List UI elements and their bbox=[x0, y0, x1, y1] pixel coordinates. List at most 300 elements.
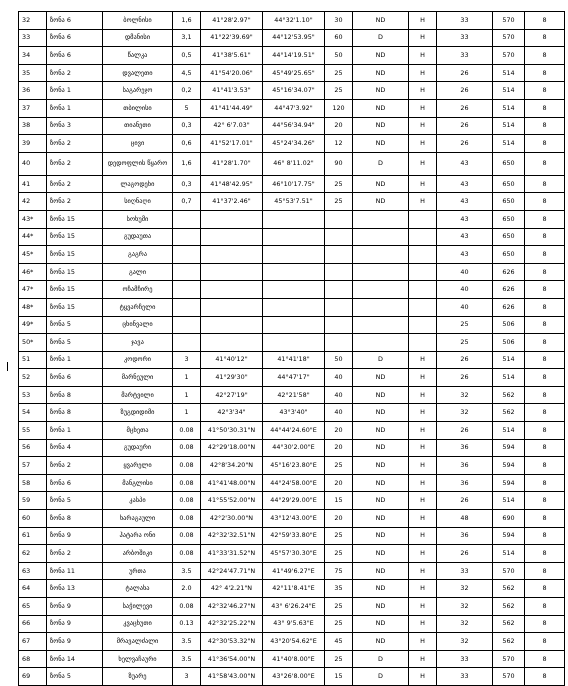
cell-location: ცხინვალი bbox=[103, 316, 173, 334]
cell-zone: ზონა 5 bbox=[47, 492, 103, 510]
cell-row-number: 47* bbox=[19, 281, 47, 299]
cell-row-number: 54 bbox=[19, 404, 47, 422]
cell-location: ოჩამჩირე bbox=[103, 281, 173, 299]
cell-value-a: 26 bbox=[437, 492, 493, 510]
cell-value-a: 26 bbox=[437, 351, 493, 369]
cell-height bbox=[173, 210, 201, 228]
cell-value-a: 43 bbox=[437, 210, 493, 228]
cell-location: თიანეთი bbox=[103, 117, 173, 135]
cell-zone: ზონა 8 bbox=[47, 404, 103, 422]
cell-longitude: 46°10'17.75" bbox=[263, 175, 325, 193]
cell-latitude: 42°29'18.00"N bbox=[201, 439, 263, 457]
cell-longitude bbox=[263, 228, 325, 246]
cell-value-a: 26 bbox=[437, 135, 493, 153]
cell-type: ND bbox=[353, 474, 409, 492]
cell-longitude: 42°11'8.41"E bbox=[263, 580, 325, 598]
cell-type: ND bbox=[353, 580, 409, 598]
cell-longitude: 44°14'19.51" bbox=[263, 47, 325, 65]
cell-row-number: 48* bbox=[19, 298, 47, 316]
cell-type: ND bbox=[353, 117, 409, 135]
cell-type bbox=[353, 316, 409, 334]
cell-elevation: 25 bbox=[325, 598, 353, 616]
cell-location: დედოფლის წყარო bbox=[103, 152, 173, 175]
cell-value-c: 8 bbox=[525, 457, 565, 475]
cell-location: საგარეჯო bbox=[103, 82, 173, 100]
cell-latitude bbox=[201, 281, 263, 299]
cell-value-a: 33 bbox=[437, 12, 493, 30]
cell-value-b: 690 bbox=[493, 510, 525, 528]
cell-latitude: 42°2'30.00"N bbox=[201, 510, 263, 528]
cell-class bbox=[409, 246, 437, 264]
cell-location: მანგლისი bbox=[103, 474, 173, 492]
cell-value-c: 8 bbox=[525, 175, 565, 193]
cell-value-b: 570 bbox=[493, 562, 525, 580]
cell-value-a: 36 bbox=[437, 439, 493, 457]
cell-class bbox=[409, 210, 437, 228]
cell-longitude bbox=[263, 298, 325, 316]
cell-longitude: 44°47'3.92" bbox=[263, 99, 325, 117]
cell-value-b: 562 bbox=[493, 386, 525, 404]
cell-value-b: 626 bbox=[493, 298, 525, 316]
cell-zone: ზონა 2 bbox=[47, 64, 103, 82]
cell-value-a: 43 bbox=[437, 228, 493, 246]
cell-elevation bbox=[325, 298, 353, 316]
cell-value-c: 8 bbox=[525, 228, 565, 246]
cell-class bbox=[409, 316, 437, 334]
cell-elevation: 120 bbox=[325, 99, 353, 117]
cell-value-b: 514 bbox=[493, 492, 525, 510]
cell-value-c: 8 bbox=[525, 99, 565, 117]
text-cursor bbox=[7, 362, 8, 371]
cell-type: ND bbox=[353, 99, 409, 117]
cell-height: 1 bbox=[173, 369, 201, 387]
cell-row-number: 64 bbox=[19, 580, 47, 598]
cell-row-number: 69 bbox=[19, 668, 47, 686]
cell-elevation: 50 bbox=[325, 351, 353, 369]
table-row bbox=[19, 422, 565, 440]
cell-longitude bbox=[263, 210, 325, 228]
cell-value-a: 25 bbox=[437, 316, 493, 334]
cell-latitude: 41°41'44.49" bbox=[201, 99, 263, 117]
cell-type: ND bbox=[353, 47, 409, 65]
cell-class: H bbox=[409, 650, 437, 668]
cell-elevation: 25 bbox=[325, 82, 353, 100]
cell-height: 0,3 bbox=[173, 117, 201, 135]
cell-value-c: 8 bbox=[525, 281, 565, 299]
cell-elevation: 25 bbox=[325, 457, 353, 475]
table-row bbox=[19, 334, 565, 352]
cell-longitude: 45°49'25.65" bbox=[263, 64, 325, 82]
cell-zone: ზონა 3 bbox=[47, 117, 103, 135]
cell-value-c: 8 bbox=[525, 545, 565, 563]
cell-height: 0.08 bbox=[173, 510, 201, 528]
cell-type: D bbox=[353, 668, 409, 686]
cell-longitude: 45°24'34.26" bbox=[263, 135, 325, 153]
cell-value-b: 514 bbox=[493, 82, 525, 100]
cell-value-c: 8 bbox=[525, 562, 565, 580]
table-row bbox=[19, 615, 565, 633]
cell-height: 0.08 bbox=[173, 422, 201, 440]
cell-class bbox=[409, 298, 437, 316]
cell-elevation: 25 bbox=[325, 193, 353, 211]
cell-height: 0.08 bbox=[173, 474, 201, 492]
cell-value-b: 650 bbox=[493, 175, 525, 193]
cell-latitude: 41°50'30.31"N bbox=[201, 422, 263, 440]
cell-zone: ზონა 5 bbox=[47, 334, 103, 352]
cell-class: H bbox=[409, 386, 437, 404]
cell-value-a: 43 bbox=[437, 193, 493, 211]
cell-location: ლაგოდეხი bbox=[103, 175, 173, 193]
cell-elevation bbox=[325, 210, 353, 228]
cell-zone: ზონა 13 bbox=[47, 580, 103, 598]
cell-value-a: 43 bbox=[437, 175, 493, 193]
cell-latitude: 41°41'48.00"N bbox=[201, 474, 263, 492]
cell-zone: ზონა 2 bbox=[47, 193, 103, 211]
cell-longitude: 44°32'1.10" bbox=[263, 12, 325, 30]
cell-value-c: 8 bbox=[525, 12, 565, 30]
cell-elevation: 75 bbox=[325, 562, 353, 580]
cell-location: ჯავა bbox=[103, 334, 173, 352]
cell-height: 4,5 bbox=[173, 64, 201, 82]
table-row bbox=[19, 210, 565, 228]
document-page bbox=[18, 11, 566, 686]
cell-location: ჰატარა ონი bbox=[103, 527, 173, 545]
cell-class: H bbox=[409, 633, 437, 651]
cell-zone: ზონა 6 bbox=[47, 474, 103, 492]
cell-type bbox=[353, 246, 409, 264]
cell-location: მცხეთა bbox=[103, 422, 173, 440]
cell-value-c: 8 bbox=[525, 64, 565, 82]
cell-latitude bbox=[201, 334, 263, 352]
cell-zone: ზონა 1 bbox=[47, 351, 103, 369]
cell-location: გაგრა bbox=[103, 246, 173, 264]
cell-height: 0,6 bbox=[173, 135, 201, 153]
cell-latitude: 42°32'46.27"N bbox=[201, 598, 263, 616]
cell-elevation bbox=[325, 228, 353, 246]
cell-zone: ზონა 1 bbox=[47, 422, 103, 440]
table-row bbox=[19, 668, 565, 686]
cell-zone: ზონა 15 bbox=[47, 210, 103, 228]
cell-longitude bbox=[263, 281, 325, 299]
cell-row-number: 39 bbox=[19, 135, 47, 153]
cell-type: ND bbox=[353, 64, 409, 82]
cell-class: H bbox=[409, 64, 437, 82]
cell-zone: ზონა 8 bbox=[47, 510, 103, 528]
cell-elevation bbox=[325, 246, 353, 264]
cell-latitude: 42° 4'2.21"N bbox=[201, 580, 263, 598]
cell-height: 1,6 bbox=[173, 12, 201, 30]
cell-class: H bbox=[409, 457, 437, 475]
cell-latitude: 41°54'20.06" bbox=[201, 64, 263, 82]
cell-row-number: 40 bbox=[19, 152, 47, 175]
cell-row-number: 44* bbox=[19, 228, 47, 246]
cell-class: H bbox=[409, 598, 437, 616]
table-row bbox=[19, 510, 565, 528]
cell-longitude bbox=[263, 263, 325, 281]
cell-zone: ზონა 6 bbox=[47, 29, 103, 47]
cell-latitude: 42°3'34" bbox=[201, 404, 263, 422]
cell-value-b: 570 bbox=[493, 47, 525, 65]
cell-height: 0.08 bbox=[173, 598, 201, 616]
cell-class: H bbox=[409, 492, 437, 510]
cell-height bbox=[173, 246, 201, 264]
table-row bbox=[19, 545, 565, 563]
cell-zone: ზონა 9 bbox=[47, 527, 103, 545]
cell-zone: ზონა 15 bbox=[47, 246, 103, 264]
cell-longitude: 44°44'24.60"E bbox=[263, 422, 325, 440]
cell-height: 0,2 bbox=[173, 82, 201, 100]
cell-type: ND bbox=[353, 492, 409, 510]
cell-row-number: 36 bbox=[19, 82, 47, 100]
cell-row-number: 41 bbox=[19, 175, 47, 193]
cell-row-number: 46* bbox=[19, 263, 47, 281]
cell-height bbox=[173, 263, 201, 281]
cell-height: 0.08 bbox=[173, 545, 201, 563]
cell-height bbox=[173, 316, 201, 334]
cell-longitude: 44°12'53.95" bbox=[263, 29, 325, 47]
cell-type bbox=[353, 281, 409, 299]
cell-type: ND bbox=[353, 510, 409, 528]
cell-value-a: 32 bbox=[437, 580, 493, 598]
cell-row-number: 58 bbox=[19, 474, 47, 492]
cell-value-b: 626 bbox=[493, 281, 525, 299]
cell-class: H bbox=[409, 175, 437, 193]
cell-location: ტყვარჩელი bbox=[103, 298, 173, 316]
cell-value-c: 8 bbox=[525, 474, 565, 492]
cell-class bbox=[409, 263, 437, 281]
cell-height: 1 bbox=[173, 386, 201, 404]
cell-class: H bbox=[409, 527, 437, 545]
cell-longitude bbox=[263, 316, 325, 334]
cell-value-c: 8 bbox=[525, 404, 565, 422]
cell-value-a: 40 bbox=[437, 263, 493, 281]
cell-zone: ზონა 15 bbox=[47, 228, 103, 246]
cell-latitude: 41°33'31.52"N bbox=[201, 545, 263, 563]
cell-longitude bbox=[263, 246, 325, 264]
cell-class: H bbox=[409, 545, 437, 563]
cell-value-a: 25 bbox=[437, 334, 493, 352]
cell-class: H bbox=[409, 82, 437, 100]
cell-zone: ზონა 2 bbox=[47, 175, 103, 193]
table-row bbox=[19, 527, 565, 545]
cell-type: D bbox=[353, 650, 409, 668]
cell-zone: ზონა 9 bbox=[47, 615, 103, 633]
cell-elevation: 35 bbox=[325, 580, 353, 598]
cell-elevation: 15 bbox=[325, 668, 353, 686]
cell-longitude: 44°29'29.00"E bbox=[263, 492, 325, 510]
cell-value-a: 32 bbox=[437, 615, 493, 633]
cell-value-c: 8 bbox=[525, 422, 565, 440]
cell-type bbox=[353, 263, 409, 281]
table-row bbox=[19, 439, 565, 457]
cell-location: არბოშიკი bbox=[103, 545, 173, 563]
cell-value-c: 8 bbox=[525, 527, 565, 545]
cell-latitude: 41°38'5.61" bbox=[201, 47, 263, 65]
station-table bbox=[18, 11, 565, 686]
cell-longitude: 43°12'43.00"E bbox=[263, 510, 325, 528]
cell-latitude: 42°30'53.32"N bbox=[201, 633, 263, 651]
cell-value-a: 33 bbox=[437, 47, 493, 65]
cell-value-b: 594 bbox=[493, 439, 525, 457]
cell-latitude bbox=[201, 298, 263, 316]
cell-class: H bbox=[409, 422, 437, 440]
cell-location: ხარაგაული bbox=[103, 510, 173, 528]
cell-type: ND bbox=[353, 369, 409, 387]
cell-location: ცივი bbox=[103, 135, 173, 153]
cell-value-c: 8 bbox=[525, 152, 565, 175]
cell-elevation bbox=[325, 263, 353, 281]
cell-value-b: 562 bbox=[493, 580, 525, 598]
cell-class: H bbox=[409, 152, 437, 175]
cell-location: საჭილევი bbox=[103, 598, 173, 616]
cell-value-a: 43 bbox=[437, 152, 493, 175]
cell-latitude: 42°24'47.71"N bbox=[201, 562, 263, 580]
cell-latitude bbox=[201, 263, 263, 281]
cell-latitude: 41°28'1.70" bbox=[201, 152, 263, 175]
cell-elevation: 20 bbox=[325, 510, 353, 528]
cell-value-c: 8 bbox=[525, 580, 565, 598]
cell-row-number: 60 bbox=[19, 510, 47, 528]
cell-height: 3.5 bbox=[173, 633, 201, 651]
cell-elevation: 60 bbox=[325, 29, 353, 47]
cell-row-number: 38 bbox=[19, 117, 47, 135]
cell-longitude: 43°3'40" bbox=[263, 404, 325, 422]
cell-value-a: 26 bbox=[437, 64, 493, 82]
cell-location: წალკა bbox=[103, 47, 173, 65]
cell-value-c: 8 bbox=[525, 650, 565, 668]
cell-zone: ზონა 6 bbox=[47, 369, 103, 387]
cell-value-b: 514 bbox=[493, 369, 525, 387]
cell-value-b: 650 bbox=[493, 246, 525, 264]
cell-latitude bbox=[201, 228, 263, 246]
cell-location: ბოლნისი bbox=[103, 12, 173, 30]
cell-class: H bbox=[409, 404, 437, 422]
table-row bbox=[19, 228, 565, 246]
cell-value-a: 36 bbox=[437, 457, 493, 475]
table-row bbox=[19, 598, 565, 616]
cell-class bbox=[409, 228, 437, 246]
cell-latitude bbox=[201, 316, 263, 334]
cell-elevation: 50 bbox=[325, 47, 353, 65]
cell-height: 3.5 bbox=[173, 562, 201, 580]
cell-value-c: 8 bbox=[525, 47, 565, 65]
cell-row-number: 57 bbox=[19, 457, 47, 475]
cell-class: H bbox=[409, 351, 437, 369]
cell-location: ხელვაჩაური bbox=[103, 650, 173, 668]
cell-value-b: 562 bbox=[493, 633, 525, 651]
cell-row-number: 61 bbox=[19, 527, 47, 545]
cell-row-number: 51 bbox=[19, 351, 47, 369]
cell-type: D bbox=[353, 351, 409, 369]
cell-latitude: 41°52'17.01" bbox=[201, 135, 263, 153]
cell-value-b: 570 bbox=[493, 650, 525, 668]
cell-value-c: 8 bbox=[525, 369, 565, 387]
cell-value-b: 514 bbox=[493, 545, 525, 563]
cell-elevation: 20 bbox=[325, 422, 353, 440]
cell-value-b: 650 bbox=[493, 210, 525, 228]
cell-latitude: 41°29'30" bbox=[201, 369, 263, 387]
cell-value-b: 594 bbox=[493, 474, 525, 492]
cell-elevation: 40 bbox=[325, 386, 353, 404]
cell-type: ND bbox=[353, 527, 409, 545]
cell-location: ურთა bbox=[103, 562, 173, 580]
cell-zone: ზონა 5 bbox=[47, 316, 103, 334]
cell-height: 3.5 bbox=[173, 650, 201, 668]
cell-height: 1,6 bbox=[173, 152, 201, 175]
cell-zone: ზონა 2 bbox=[47, 457, 103, 475]
cell-class: H bbox=[409, 117, 437, 135]
cell-row-number: 53 bbox=[19, 386, 47, 404]
cell-height: 0.08 bbox=[173, 457, 201, 475]
cell-zone: ზონა 14 bbox=[47, 650, 103, 668]
cell-latitude: 42°32'25.22"N bbox=[201, 615, 263, 633]
cell-type: D bbox=[353, 29, 409, 47]
cell-type: ND bbox=[353, 12, 409, 30]
cell-elevation: 20 bbox=[325, 474, 353, 492]
cell-value-a: 32 bbox=[437, 386, 493, 404]
cell-longitude: 45°16'34.07" bbox=[263, 82, 325, 100]
cell-value-a: 26 bbox=[437, 82, 493, 100]
cell-longitude: 45°16'23.80"E bbox=[263, 457, 325, 475]
cell-value-b: 570 bbox=[493, 29, 525, 47]
cell-longitude: 46° 8'11.02" bbox=[263, 152, 325, 175]
cell-longitude: 44°30'2.00"E bbox=[263, 439, 325, 457]
cell-latitude: 41°58'43.00"N bbox=[201, 668, 263, 686]
cell-height bbox=[173, 334, 201, 352]
cell-value-b: 650 bbox=[493, 228, 525, 246]
cell-class: H bbox=[409, 474, 437, 492]
cell-zone: ზონა 2 bbox=[47, 545, 103, 563]
cell-row-number: 67 bbox=[19, 633, 47, 651]
cell-value-a: 26 bbox=[437, 99, 493, 117]
cell-class: H bbox=[409, 580, 437, 598]
cell-height bbox=[173, 281, 201, 299]
cell-elevation: 30 bbox=[325, 12, 353, 30]
table-row bbox=[19, 47, 565, 65]
cell-location: ყვარელი bbox=[103, 457, 173, 475]
cell-elevation: 25 bbox=[325, 615, 353, 633]
cell-row-number: 52 bbox=[19, 369, 47, 387]
table-row bbox=[19, 580, 565, 598]
table-row bbox=[19, 246, 565, 264]
cell-location: გუდაუთა bbox=[103, 228, 173, 246]
cell-longitude: 43° 6'26.24"E bbox=[263, 598, 325, 616]
cell-longitude: 43°26'8.00"E bbox=[263, 668, 325, 686]
cell-value-c: 8 bbox=[525, 193, 565, 211]
cell-elevation bbox=[325, 334, 353, 352]
cell-location: დვალეთი bbox=[103, 64, 173, 82]
cell-location: კასპი bbox=[103, 492, 173, 510]
cell-elevation: 25 bbox=[325, 527, 353, 545]
cell-zone: ზონა 4 bbox=[47, 439, 103, 457]
cell-height bbox=[173, 228, 201, 246]
table-row bbox=[19, 117, 565, 135]
cell-value-c: 8 bbox=[525, 82, 565, 100]
cell-type: D bbox=[353, 152, 409, 175]
table-row bbox=[19, 152, 565, 175]
cell-elevation bbox=[325, 316, 353, 334]
cell-value-b: 562 bbox=[493, 598, 525, 616]
cell-elevation: 40 bbox=[325, 369, 353, 387]
cell-value-b: 562 bbox=[493, 615, 525, 633]
cell-location: ზუგდიდიმი bbox=[103, 404, 173, 422]
cell-value-b: 506 bbox=[493, 316, 525, 334]
cell-longitude: 41°41'18" bbox=[263, 351, 325, 369]
cell-height: 0,5 bbox=[173, 47, 201, 65]
cell-value-a: 32 bbox=[437, 598, 493, 616]
cell-height: 0.13 bbox=[173, 615, 201, 633]
cell-location: გუდაური bbox=[103, 439, 173, 457]
